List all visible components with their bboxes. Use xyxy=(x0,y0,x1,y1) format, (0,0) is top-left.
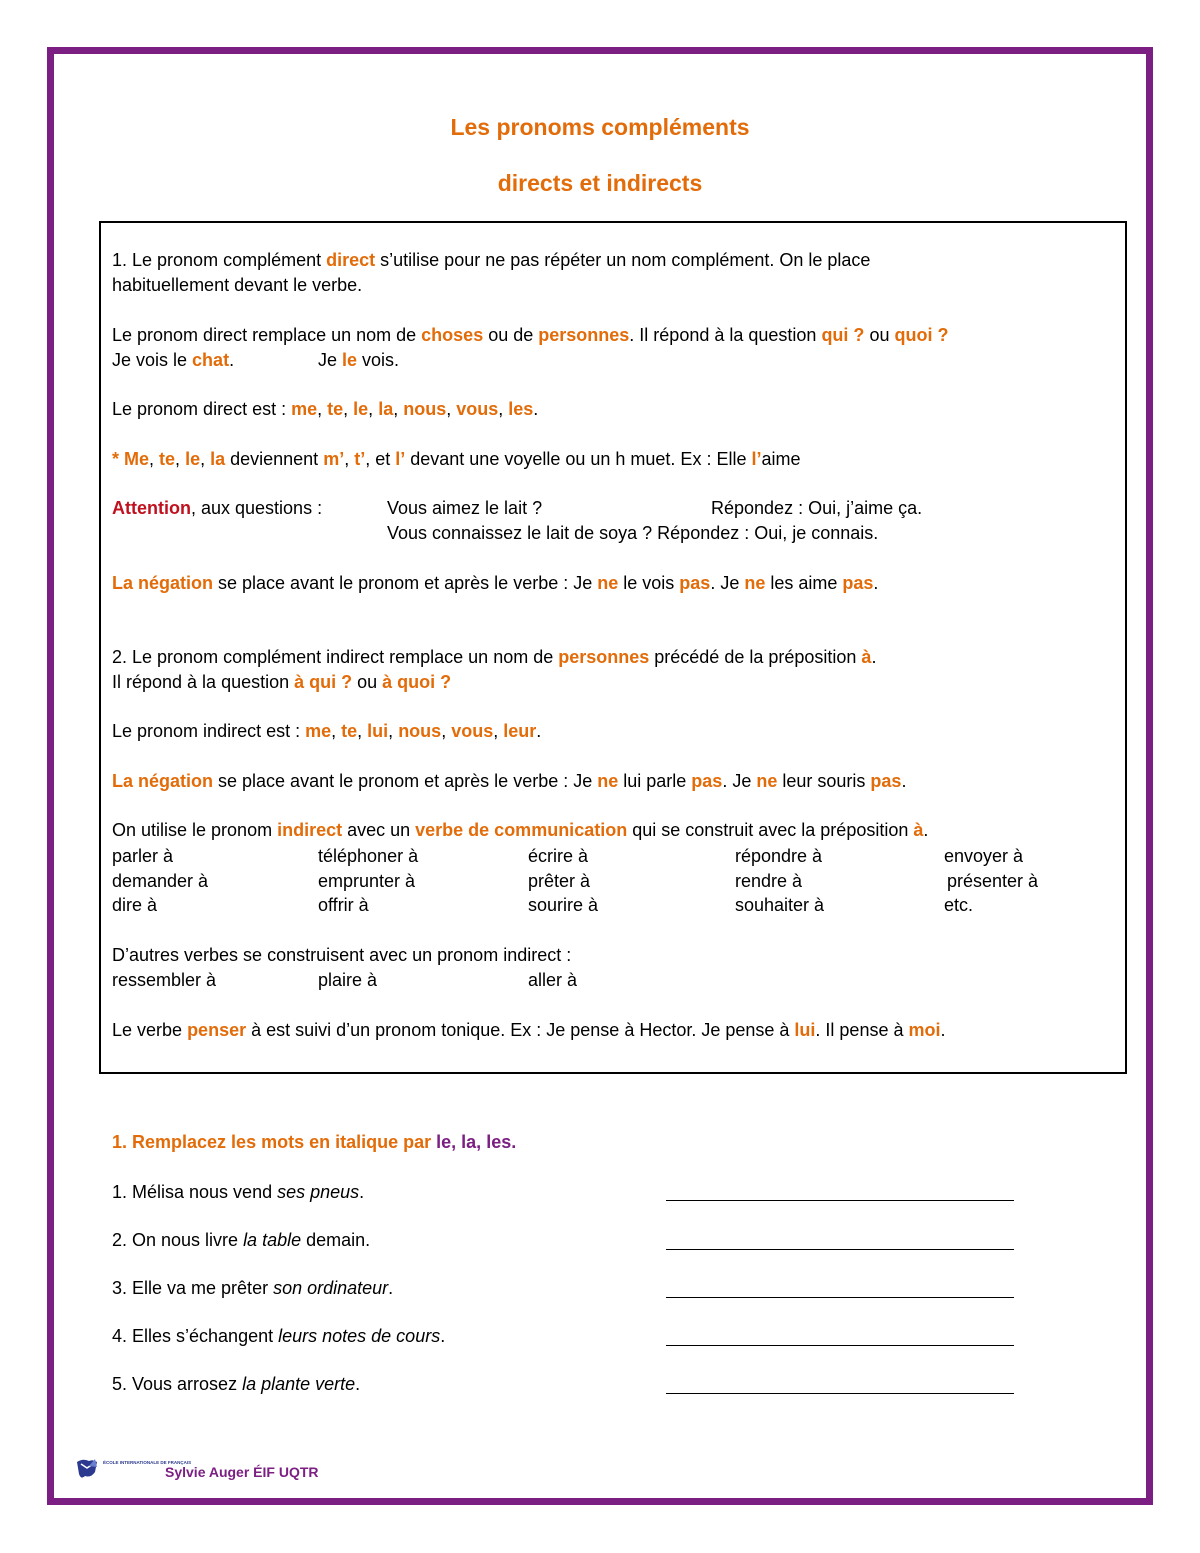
verb-cell: prêter à xyxy=(528,871,591,891)
rule-p1-line1: 1. Le pronom complément direct s’utilise pour ne pas répéter un nom complément. On le place xyxy=(112,250,871,270)
verb-cell: dire à xyxy=(112,895,158,915)
verb-cell: envoyer à xyxy=(944,846,1024,866)
verb-cell: parler à xyxy=(112,846,174,866)
answer-line-3[interactable] xyxy=(666,1297,1014,1298)
verb-cell: demander à xyxy=(112,871,209,891)
rule-p5-question1: Vous aimez le lait ? xyxy=(387,498,543,518)
rule-p5-question2: Vous connaissez le lait de soya ? Répondez : Oui, je connais. xyxy=(387,523,879,543)
verb-cell: souhaiter à xyxy=(735,895,825,915)
logo-text: ÉCOLE INTERNATIONALE DE FRANÇAIS xyxy=(103,1460,192,1465)
rule-p6: La négation se place avant le pronom et après le verbe : Je ne le vois pas. Je ne les aime pas. xyxy=(112,573,879,593)
exercise-item-4: 4. Elles s’échangent leurs notes de cours. xyxy=(112,1326,446,1346)
exercise-item-2: 2. On nous livre la table demain. xyxy=(112,1230,371,1250)
rule-p7-line2: Il répond à la question à qui ? ou à quoi ? xyxy=(112,672,452,692)
footer-credit: Sylvie Auger ÉIF UQTR xyxy=(165,1464,319,1480)
title-line-1: Les pronoms compléments xyxy=(450,114,750,140)
rule-p2-example-b: Je le vois. xyxy=(318,350,400,370)
exercise-heading: 1. Remplacez les mots en italique par le, la, les. xyxy=(112,1132,517,1152)
verb-cell: emprunter à xyxy=(318,871,416,891)
verb-cell: offrir à xyxy=(318,895,369,915)
verb-cell: plaire à xyxy=(318,970,378,990)
verb-cell: répondre à xyxy=(735,846,823,866)
verb-cell: écrire à xyxy=(528,846,589,866)
rule-p9: La négation se place avant le pronom et après le verbe : Je ne lui parle pas. Je ne leur souris pas. xyxy=(112,771,907,791)
exercise-item-3: 3. Elle va me prêter son ordinateur. xyxy=(112,1278,394,1298)
verb-cell: ressembler à xyxy=(112,970,217,990)
rule-p8: Le pronom indirect est : me, te, lui, nous, vous, leur. xyxy=(112,721,542,741)
answer-line-1[interactable] xyxy=(666,1200,1014,1201)
title-line-2: directs et indirects xyxy=(497,170,703,196)
rule-p1-line2: habituellement devant le verbe. xyxy=(112,275,363,295)
verb-cell: aller à xyxy=(528,970,578,990)
verb-cell: sourire à xyxy=(528,895,599,915)
verb-cell: rendre à xyxy=(735,871,803,891)
rule-p7-line1: 2. Le pronom complément indirect remplace un nom de personnes précédé de la préposition à. xyxy=(112,647,877,667)
answer-line-2[interactable] xyxy=(666,1249,1014,1250)
answer-line-4[interactable] xyxy=(666,1345,1014,1346)
rule-p4: * Me, te, le, la deviennent m’, t’, et l’ devant une voyelle ou un h muet. Ex : Elle l’aime xyxy=(112,449,801,469)
rule-p5-answer1: Répondez : Oui, j’aime ça. xyxy=(711,498,923,518)
exercise-item-5: 5. Vous arrosez la plante verte. xyxy=(112,1374,361,1394)
rule-p2-line1: Le pronom direct remplace un nom de choses ou de personnes. Il répond à la question qui ? ou quoi ? xyxy=(112,325,949,345)
school-logo-icon xyxy=(75,1456,192,1486)
rule-p11-intro: D’autres verbes se construisent avec un pronom indirect : xyxy=(112,945,572,965)
exercise-item-1: 1. Mélisa nous vend ses pneus. xyxy=(112,1182,365,1202)
rule-p2-example-a: Je vois le chat. xyxy=(112,350,235,370)
rule-p3: Le pronom direct est : me, te, le, la, nous, vous, les. xyxy=(112,399,539,419)
verb-cell: présenter à xyxy=(947,871,1039,891)
rule-p5-label: Attention, aux questions : xyxy=(112,498,323,518)
rule-p10: On utilise le pronom indirect avec un verbe de communication qui se construit avec la préposition à. xyxy=(112,820,929,840)
verb-cell: etc. xyxy=(944,895,974,915)
answer-line-5[interactable] xyxy=(666,1393,1014,1394)
rule-p12: Le verbe penser à est suivi d’un pronom tonique. Ex : Je pense à Hector. Je pense à lui. Il pense à moi. xyxy=(112,1020,946,1040)
verb-cell: téléphoner à xyxy=(318,846,419,866)
